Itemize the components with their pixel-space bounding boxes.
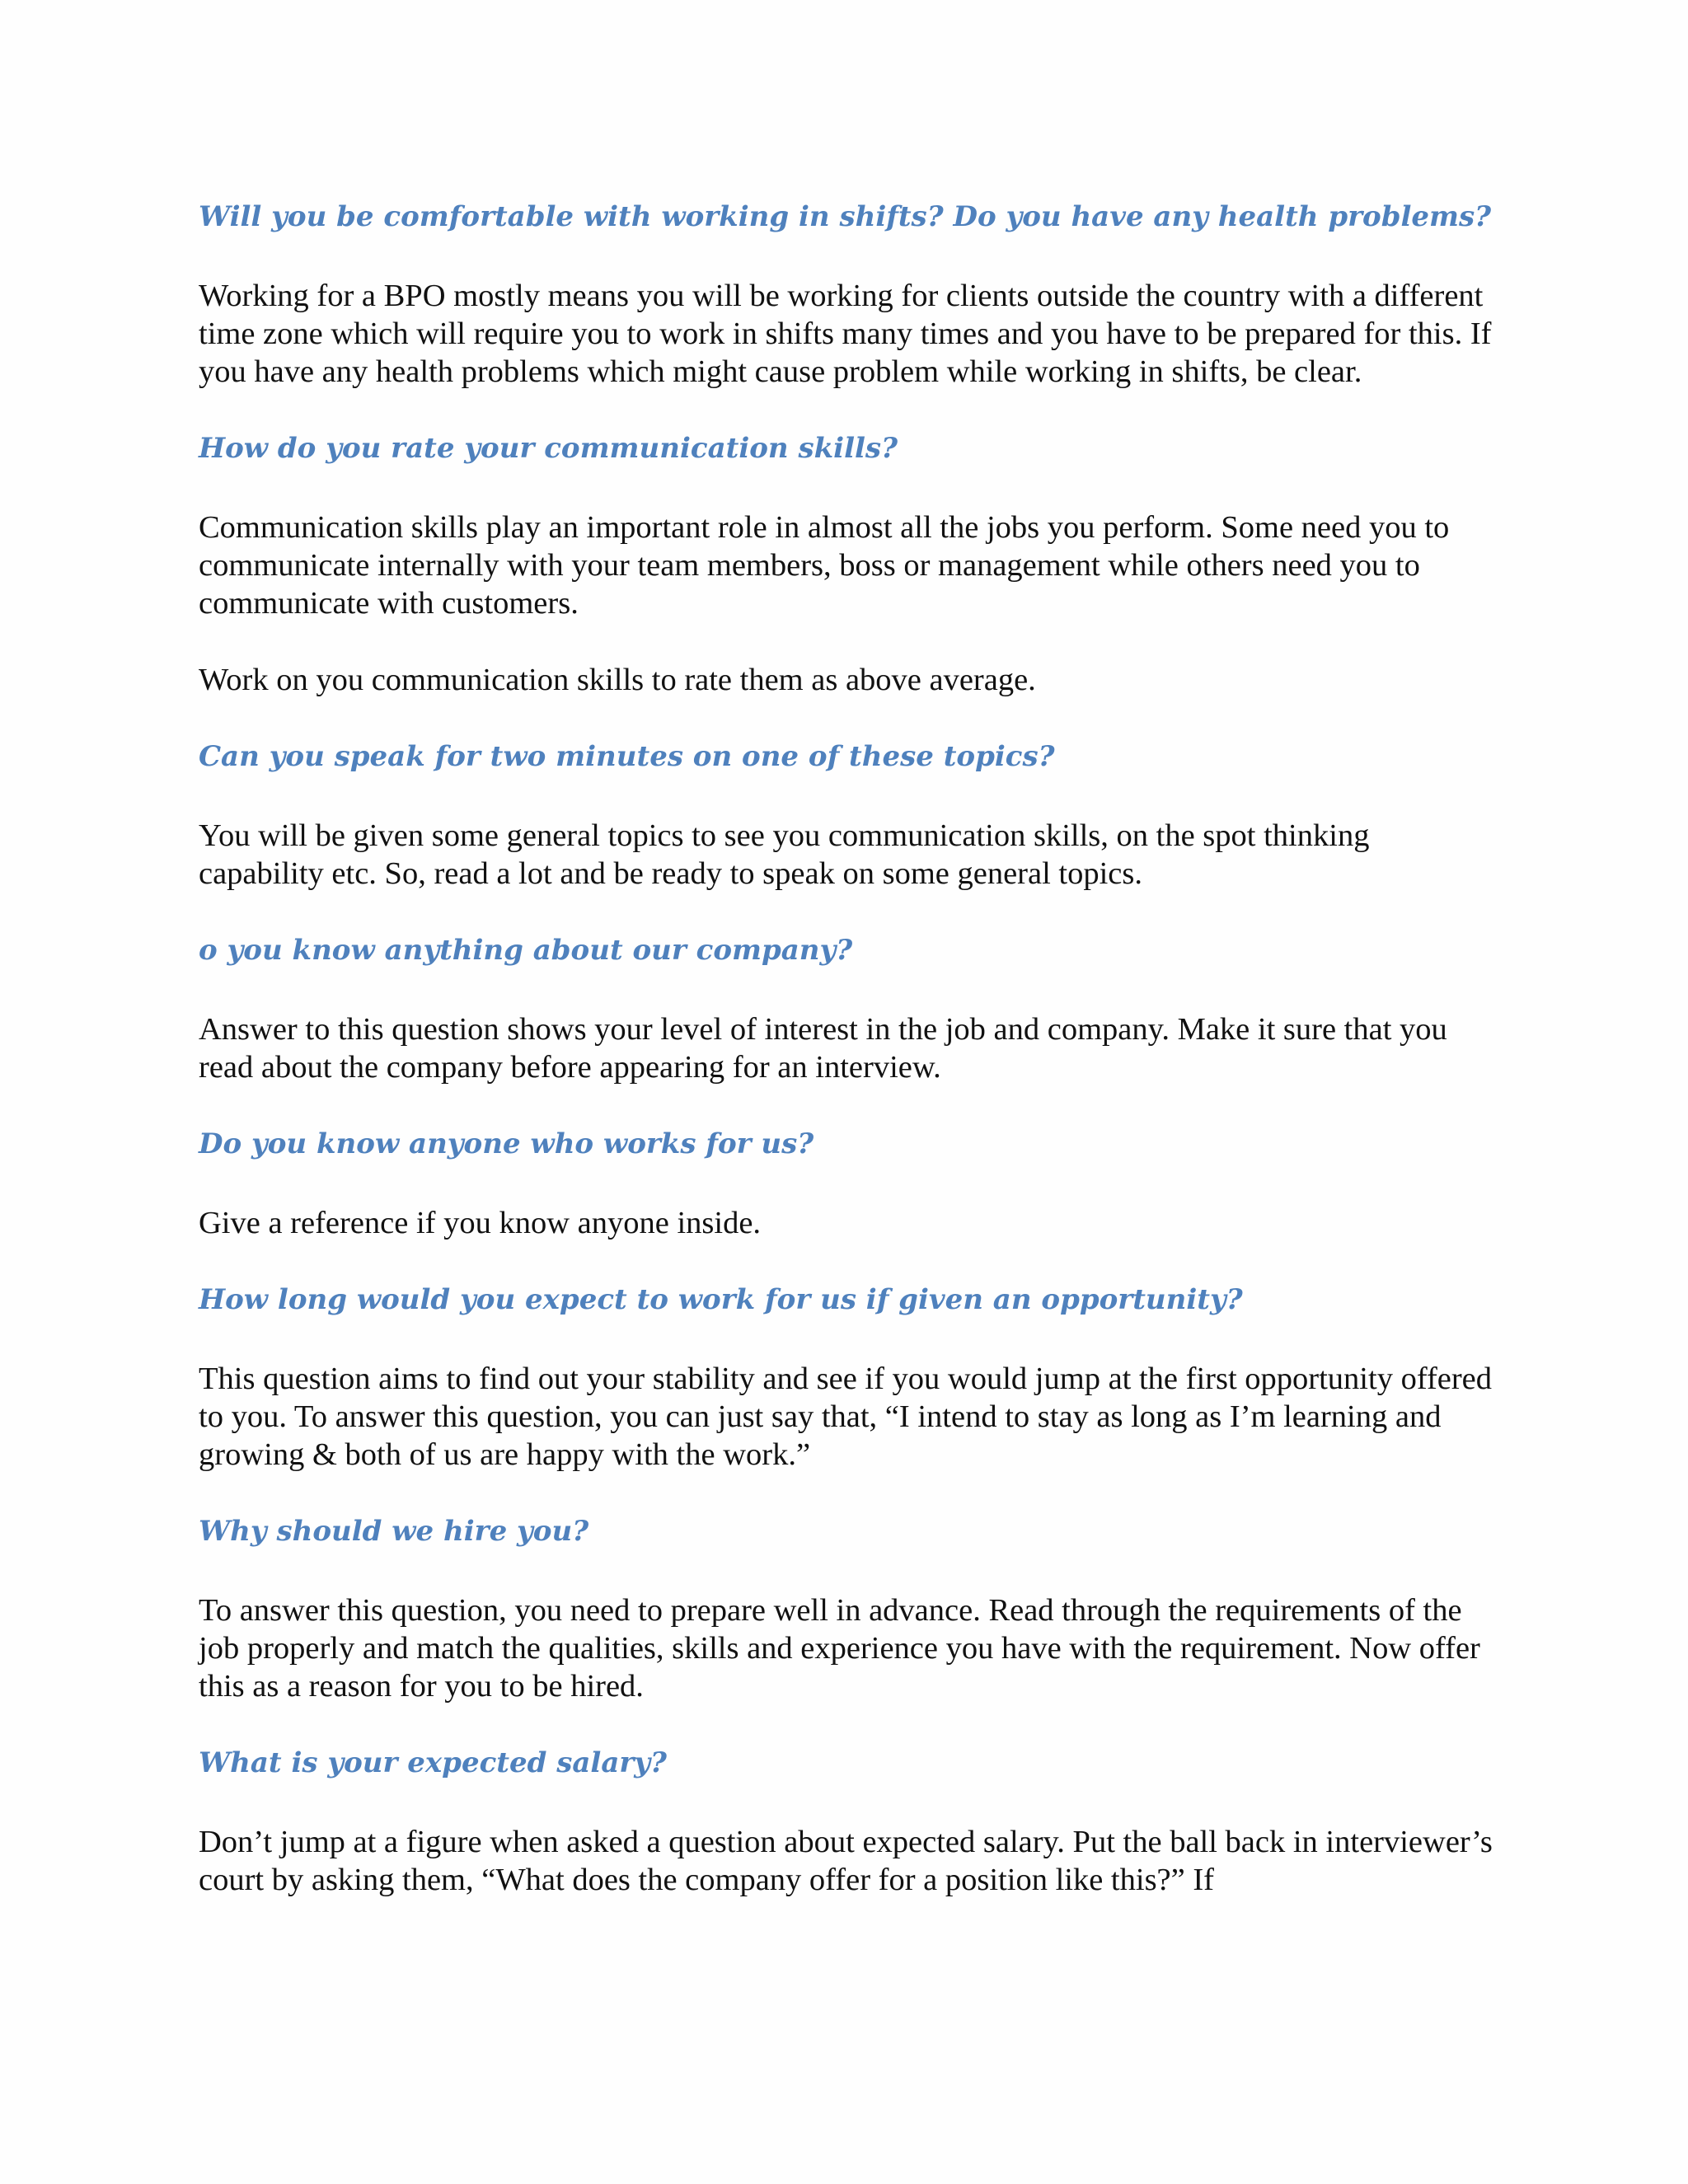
answer-paragraph: Don’t jump at a figure when asked a question about expected salary. Put the ball back in interviewer’s court by asking them, “What does the company offer for a position like this?” If xyxy=(199,1825,1493,1897)
answer-paragraph: Communication skills play an important role in almost all the jobs you perform. Some need you to communicate internally with your team members, boss or management while others need you to communicate with customers. xyxy=(199,510,1450,621)
answer-paragraph: Working for a BPO mostly means you will be working for clients outside the country with a different time zone which will require you to work in shifts many times and you have to be prepared for this. If you have any health problems which might cause problem while working in shifts, be clear. xyxy=(199,279,1492,389)
answer-paragraph: Work on you communication skills to rate them as above average. xyxy=(199,663,1036,697)
question-heading: Will you be comfortable with working in shifts? Do you have any health problems? xyxy=(199,200,1492,233)
question-heading: o you know anything about our company? xyxy=(199,934,853,967)
answer-paragraph: This question aims to find out your stability and see if you would jump at the first opportunity offered to you. To answer this question, you can just say that, “I intend to stay as long as I’m learning and growing & both of us are happy with the work.” xyxy=(199,1361,1493,1472)
answer-paragraph: You will be given some general topics to see you communication skills, on the spot thinking capability etc. So, read a lot and be ready to speak on some general topics. xyxy=(199,818,1370,891)
document-content xyxy=(199,198,1493,1899)
question-heading: What is your expected salary? xyxy=(199,1746,667,1779)
question-heading: How do you rate your communication skills? xyxy=(199,432,898,465)
question-heading: Can you speak for two minutes on one of these topics? xyxy=(199,740,1055,773)
question-heading: How long would you expect to work for us if given an opportunity? xyxy=(199,1283,1243,1316)
answer-paragraph: Give a reference if you know anyone inside. xyxy=(199,1206,762,1240)
answer-paragraph: Answer to this question shows your level of interest in the job and company. Make it sure that you read about the company before appearing for an interview. xyxy=(199,1012,1447,1085)
question-heading: Why should we hire you? xyxy=(199,1515,589,1548)
answer-paragraph: To answer this question, you need to prepare well in advance. Read through the requirements of the job properly and match the qualities, skills and experience you have with the requirement. Now offer this as a reason for you to be hired. xyxy=(199,1593,1480,1704)
question-heading: Do you know anyone who works for us? xyxy=(199,1127,814,1160)
